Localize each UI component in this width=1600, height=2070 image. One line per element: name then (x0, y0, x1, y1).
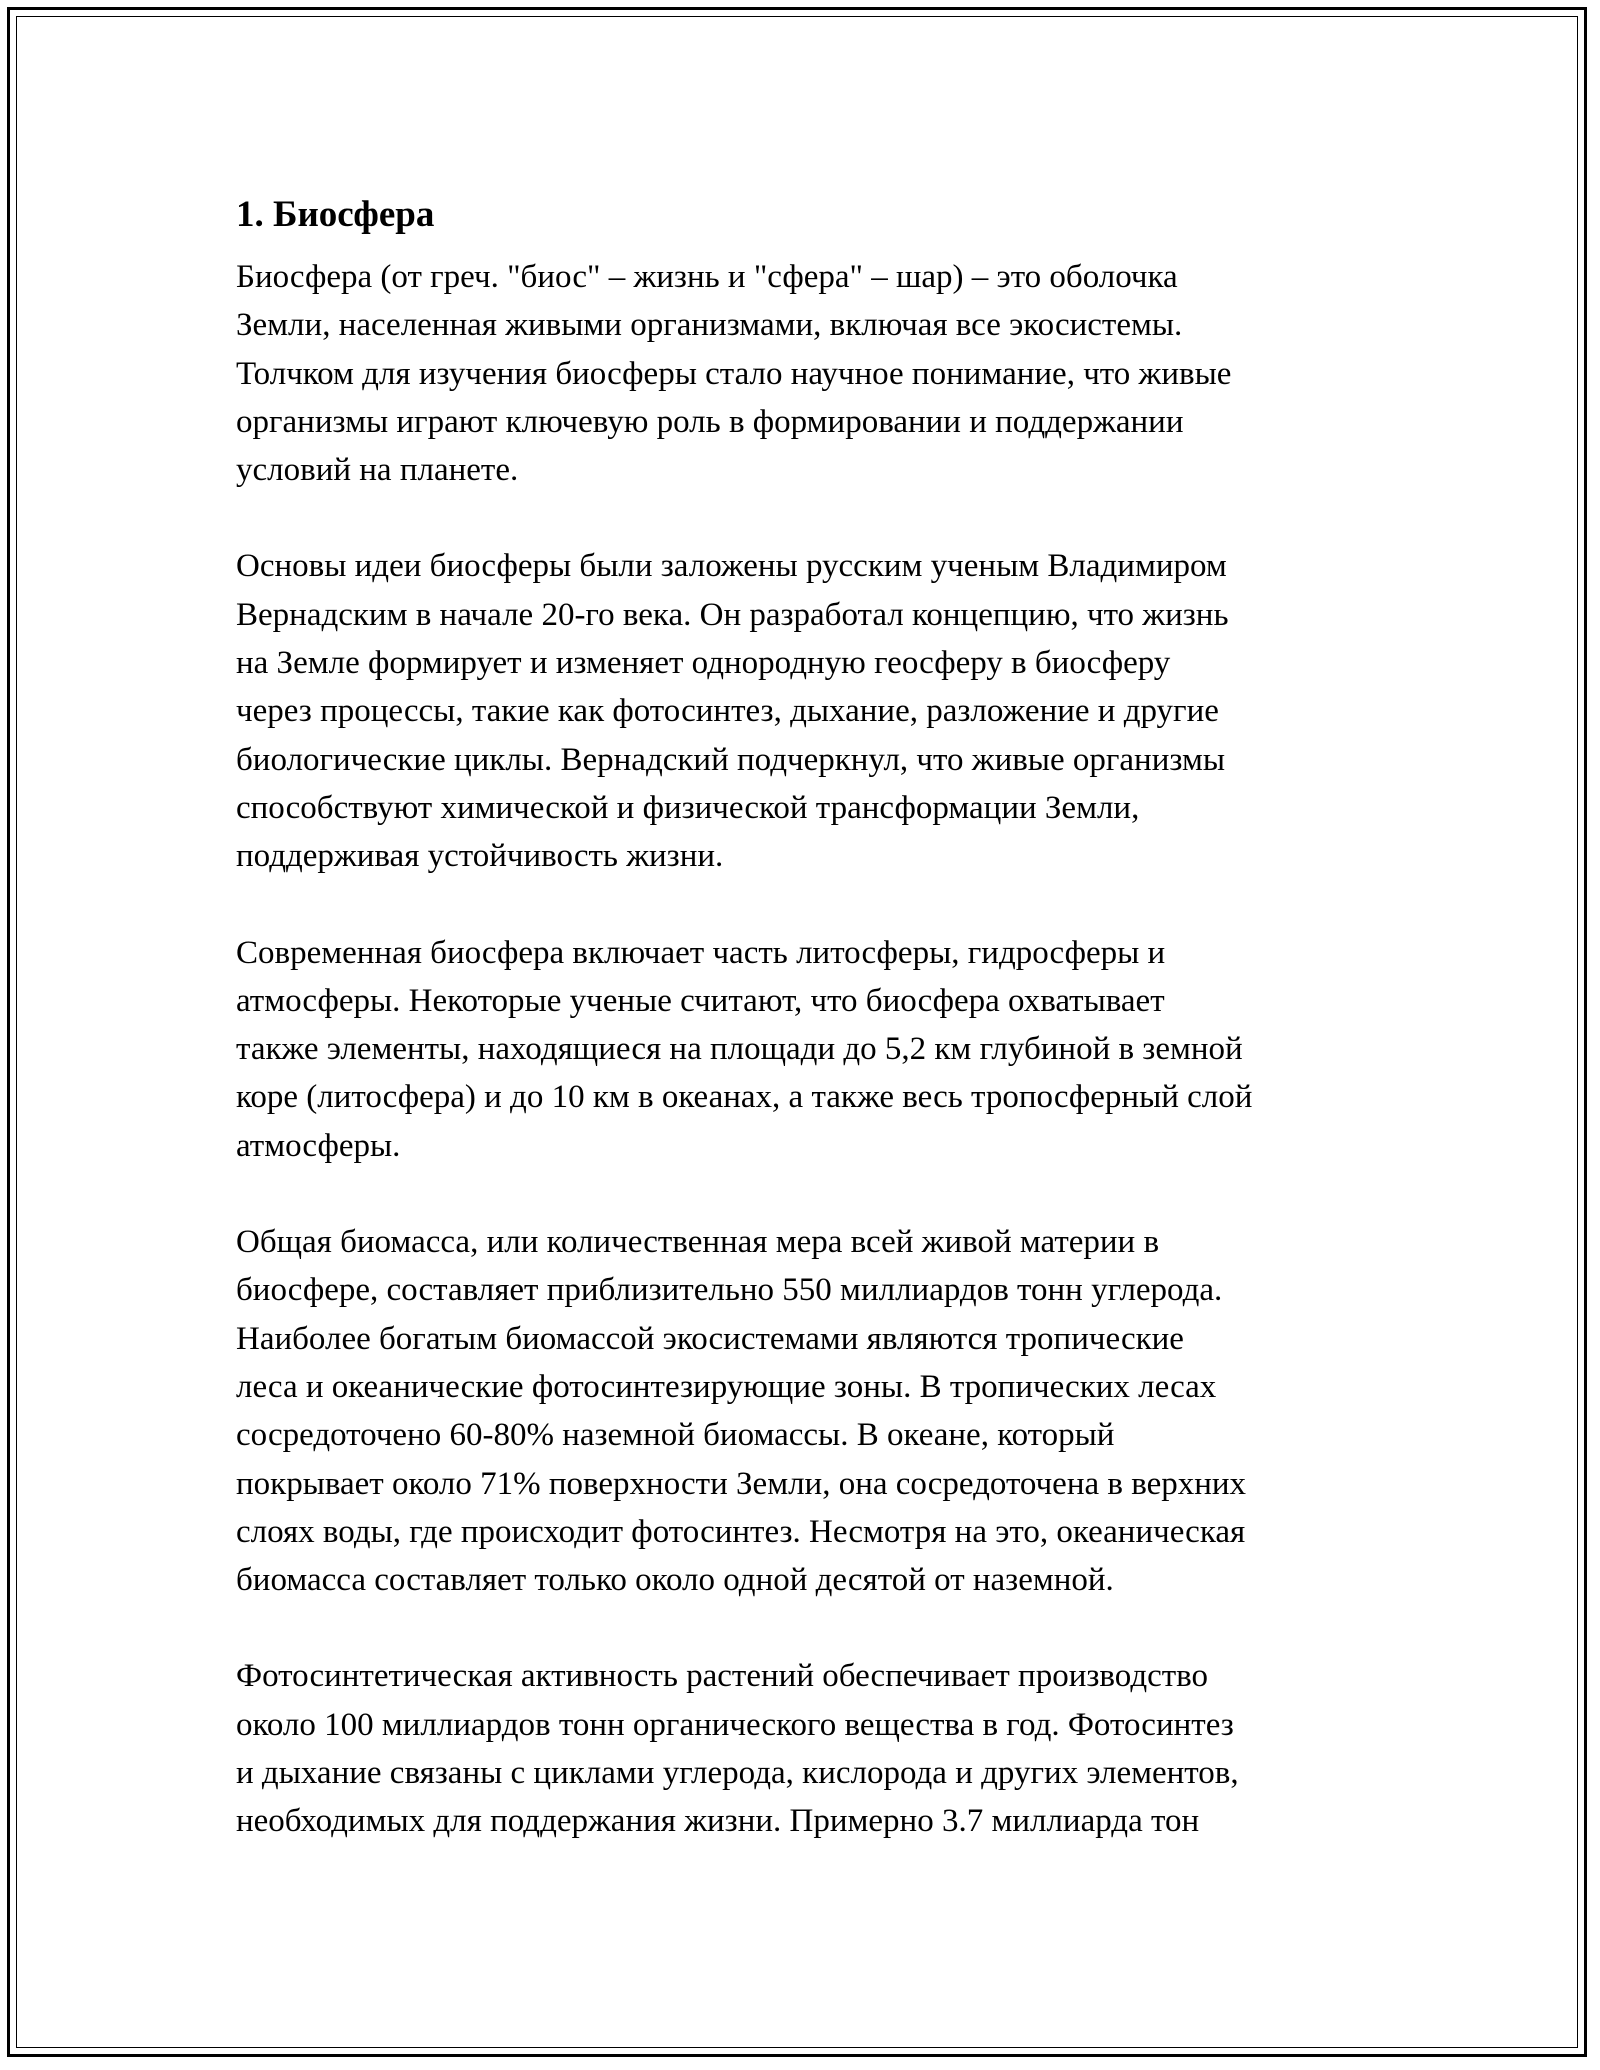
text-line: биологические циклы. Вернадский подчеркнул, что живые организмы (236, 741, 1226, 778)
text-line: на Земле формирует и изменяет однородную геосферу в биосферу (236, 645, 1171, 682)
text-line: слоях воды, где происходит фотосинтез. Несмотря на это, океаническая (236, 1513, 1246, 1550)
paragraph-modern-biosphere (236, 929, 1368, 1170)
text-line: и дыхание связаны с циклами углерода, кислорода и других элементов, (236, 1755, 1239, 1792)
text-line: Вернадским в начале 20-го века. Он разработал концепцию, что жизнь (236, 596, 1229, 633)
text-line: Общая биомасса, или количественная мера всей живой материи в (236, 1224, 1160, 1261)
text-line: через процессы, такие как фотосинтез, дыхание, разложение и другие (236, 693, 1219, 730)
text-line: необходимых для поддержания жизни. Примерно 3.7 миллиарда тон (236, 1803, 1200, 1840)
text-line: биосфере, составляет приблизительно 550 миллиардов тонн углерода. (236, 1272, 1223, 1309)
text-line: организмы играют ключевую роль в формировании и поддержании (236, 403, 1184, 440)
text-line: атмосферы. Некоторые ученые считают, что биосфера охватывает (236, 982, 1165, 1019)
paragraph-biomass (236, 1218, 1368, 1604)
document-body (236, 185, 1368, 1846)
text-line: атмосферы. (236, 1127, 401, 1164)
text-line: Земли, населенная живыми организмами, включая все экосистемы. (236, 307, 1183, 344)
text-line: покрывает около 71% поверхности Земли, она сосредоточена в верхних (236, 1465, 1247, 1502)
text-line: способствуют химической и физической трансформации Земли, (236, 789, 1140, 826)
text-line: поддерживая устойчивость жизни. (236, 838, 724, 875)
paragraph-vernadsky (236, 542, 1368, 880)
text-line: Наиболее богатым биомассой экосистемами являются тропические (236, 1320, 1184, 1357)
paragraph-photosynthesis (236, 1652, 1368, 1845)
text-line: условий на планете. (236, 452, 519, 489)
text-line: около 100 миллиардов тонн органического вещества в год. Фотосинтез (236, 1706, 1234, 1743)
text-line: коре (литосфера) и до 10 км в океанах, а также весь тропосферный слой (236, 1079, 1253, 1116)
text-line: Биосфера (от греч. "биос" – жизнь и "сфера" – шар) – это оболочка (236, 259, 1178, 295)
text-line: сосредоточено 60-80% наземной биомассы. В океане, который (236, 1417, 1115, 1454)
text-line: биомасса составляет только около одной десятой от наземной. (236, 1562, 1114, 1599)
text-line: также элементы, находящиеся на площади до 5,2 км глубиной в земной (236, 1031, 1243, 1068)
text-line: Современная биосфера включает часть литосферы, гидросферы и (236, 934, 1166, 971)
paragraph-biosphere-definition (236, 253, 1368, 494)
section-heading: 1. Биосфера (236, 194, 435, 235)
text-line: Фотосинтетическая активность растений обеспечивает производство (236, 1658, 1209, 1695)
text-line: Основы идеи биосферы были заложены русским ученым Владимиром (236, 548, 1227, 585)
text-line: Толчком для изучения биосферы стало научное понимание, что живые (236, 355, 1232, 392)
text-line: леса и океанические фотосинтезирующие зоны. В тропических лесах (236, 1368, 1217, 1405)
